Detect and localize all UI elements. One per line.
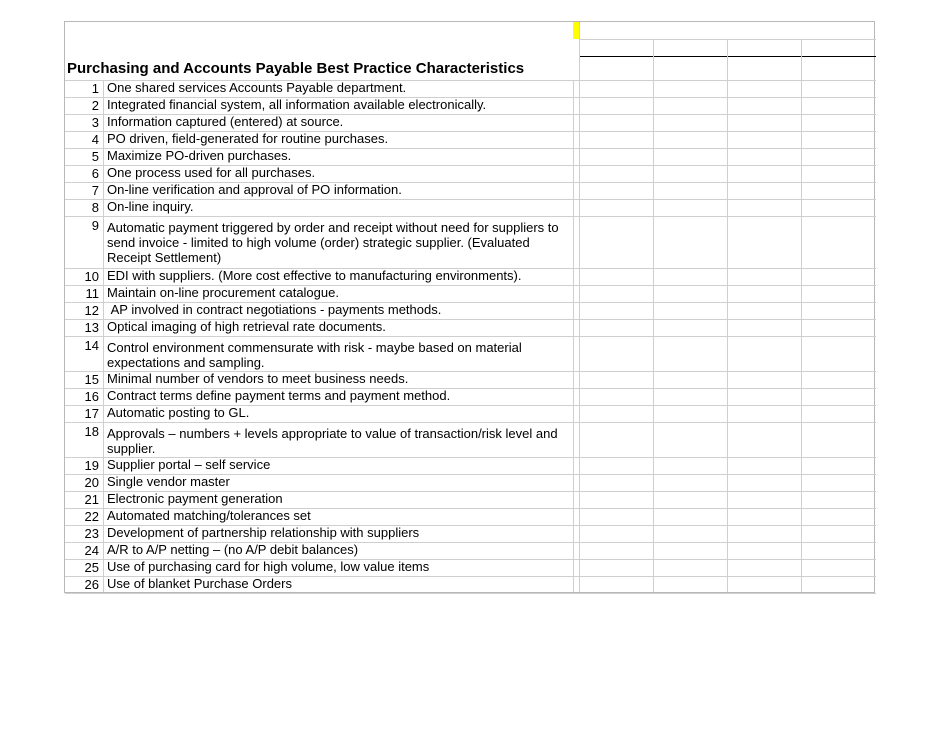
row-number: 19 <box>84 458 99 473</box>
row-text: Control environment commensurate with risk - maybe based on material expectations and sampling. <box>107 340 526 370</box>
row-number: 21 <box>84 492 99 507</box>
row-number: 12 <box>84 303 99 318</box>
row-number: 1 <box>91 81 99 96</box>
row-number: 6 <box>91 166 99 181</box>
row-number: 24 <box>84 543 99 558</box>
row-number: 15 <box>84 372 99 387</box>
row-number: 4 <box>91 132 99 147</box>
grid-column-line <box>801 39 802 592</box>
row-text: AP involved in contract negotiations - payments methods. <box>107 302 442 317</box>
row-text: One shared services Accounts Payable department. <box>107 80 407 95</box>
grid-row-line <box>65 336 876 337</box>
row-number: 2 <box>91 98 99 113</box>
row-text: EDI with suppliers. (More cost effective to manufacturing environments). <box>107 268 522 283</box>
row-text: Integrated financial system, all information available electronically. <box>107 97 487 112</box>
row-number: 26 <box>84 577 99 592</box>
row-text: PO driven, field-generated for routine purchases. <box>107 131 389 146</box>
row-number: 11 <box>85 286 99 301</box>
grid-row-line <box>65 593 876 594</box>
grid-row-line <box>65 216 876 217</box>
row-number: 5 <box>91 149 99 164</box>
sheet-title: Purchasing and Accounts Payable Best Practice Characteristics <box>67 60 525 77</box>
row-text: A/R to A/P netting – (no A/P debit balances) <box>107 542 359 557</box>
row-text: Information captured (entered) at source. <box>107 114 344 129</box>
grid-column-line <box>653 39 654 592</box>
row-number: 13 <box>84 320 99 335</box>
grid-column-line <box>579 22 580 592</box>
row-number: 14 <box>84 338 99 353</box>
row-text: Approvals – numbers + levels appropriate to value of transaction/risk level and supplier. <box>107 426 562 456</box>
grid-row-line <box>579 39 876 40</box>
row-text: Use of purchasing card for high volume, low value items <box>107 559 430 574</box>
row-text: Supplier portal – self service <box>107 457 271 472</box>
row-number: 18 <box>84 424 99 439</box>
row-text: Minimal number of vendors to meet business needs. <box>107 371 409 386</box>
row-number: 3 <box>91 115 99 130</box>
grid-column-line <box>727 39 728 592</box>
row-number: 10 <box>84 269 99 284</box>
row-text: Automated matching/tolerances set <box>107 508 311 523</box>
row-text: Electronic payment generation <box>107 491 283 506</box>
row-number: 20 <box>84 475 99 490</box>
row-text: Use of blanket Purchase Orders <box>107 576 292 591</box>
grid-row-line <box>65 422 876 423</box>
row-text: Automatic posting to GL. <box>107 405 250 420</box>
row-text: Maintain on-line procurement catalogue. <box>107 285 339 300</box>
row-number: 23 <box>84 526 99 541</box>
row-number: 9 <box>91 218 99 233</box>
row-number: 25 <box>84 560 99 575</box>
row-text: Automatic payment triggered by order and receipt without need for suppliers to send invoice - limited to high volume (order) strategic supplier. (Evaluated Receipt Settlement) <box>107 220 563 265</box>
row-text: Contract terms define payment terms and payment method. <box>107 388 451 403</box>
row-number: 7 <box>91 183 99 198</box>
row-number: 8 <box>91 200 99 215</box>
row-text: Development of partnership relationship with suppliers <box>107 525 420 540</box>
row-text: On-line inquiry. <box>107 199 194 214</box>
row-text: On-line verification and approval of PO information. <box>107 182 402 197</box>
row-text: Single vendor master <box>107 474 230 489</box>
row-number: 16 <box>84 389 99 404</box>
spreadsheet <box>64 21 875 593</box>
row-text: Maximize PO-driven purchases. <box>107 148 292 163</box>
row-text: One process used for all purchases. <box>107 165 316 180</box>
row-text: Optical imaging of high retrieval rate documents. <box>107 319 386 334</box>
row-number: 17 <box>84 406 99 421</box>
row-number: 22 <box>84 509 99 524</box>
